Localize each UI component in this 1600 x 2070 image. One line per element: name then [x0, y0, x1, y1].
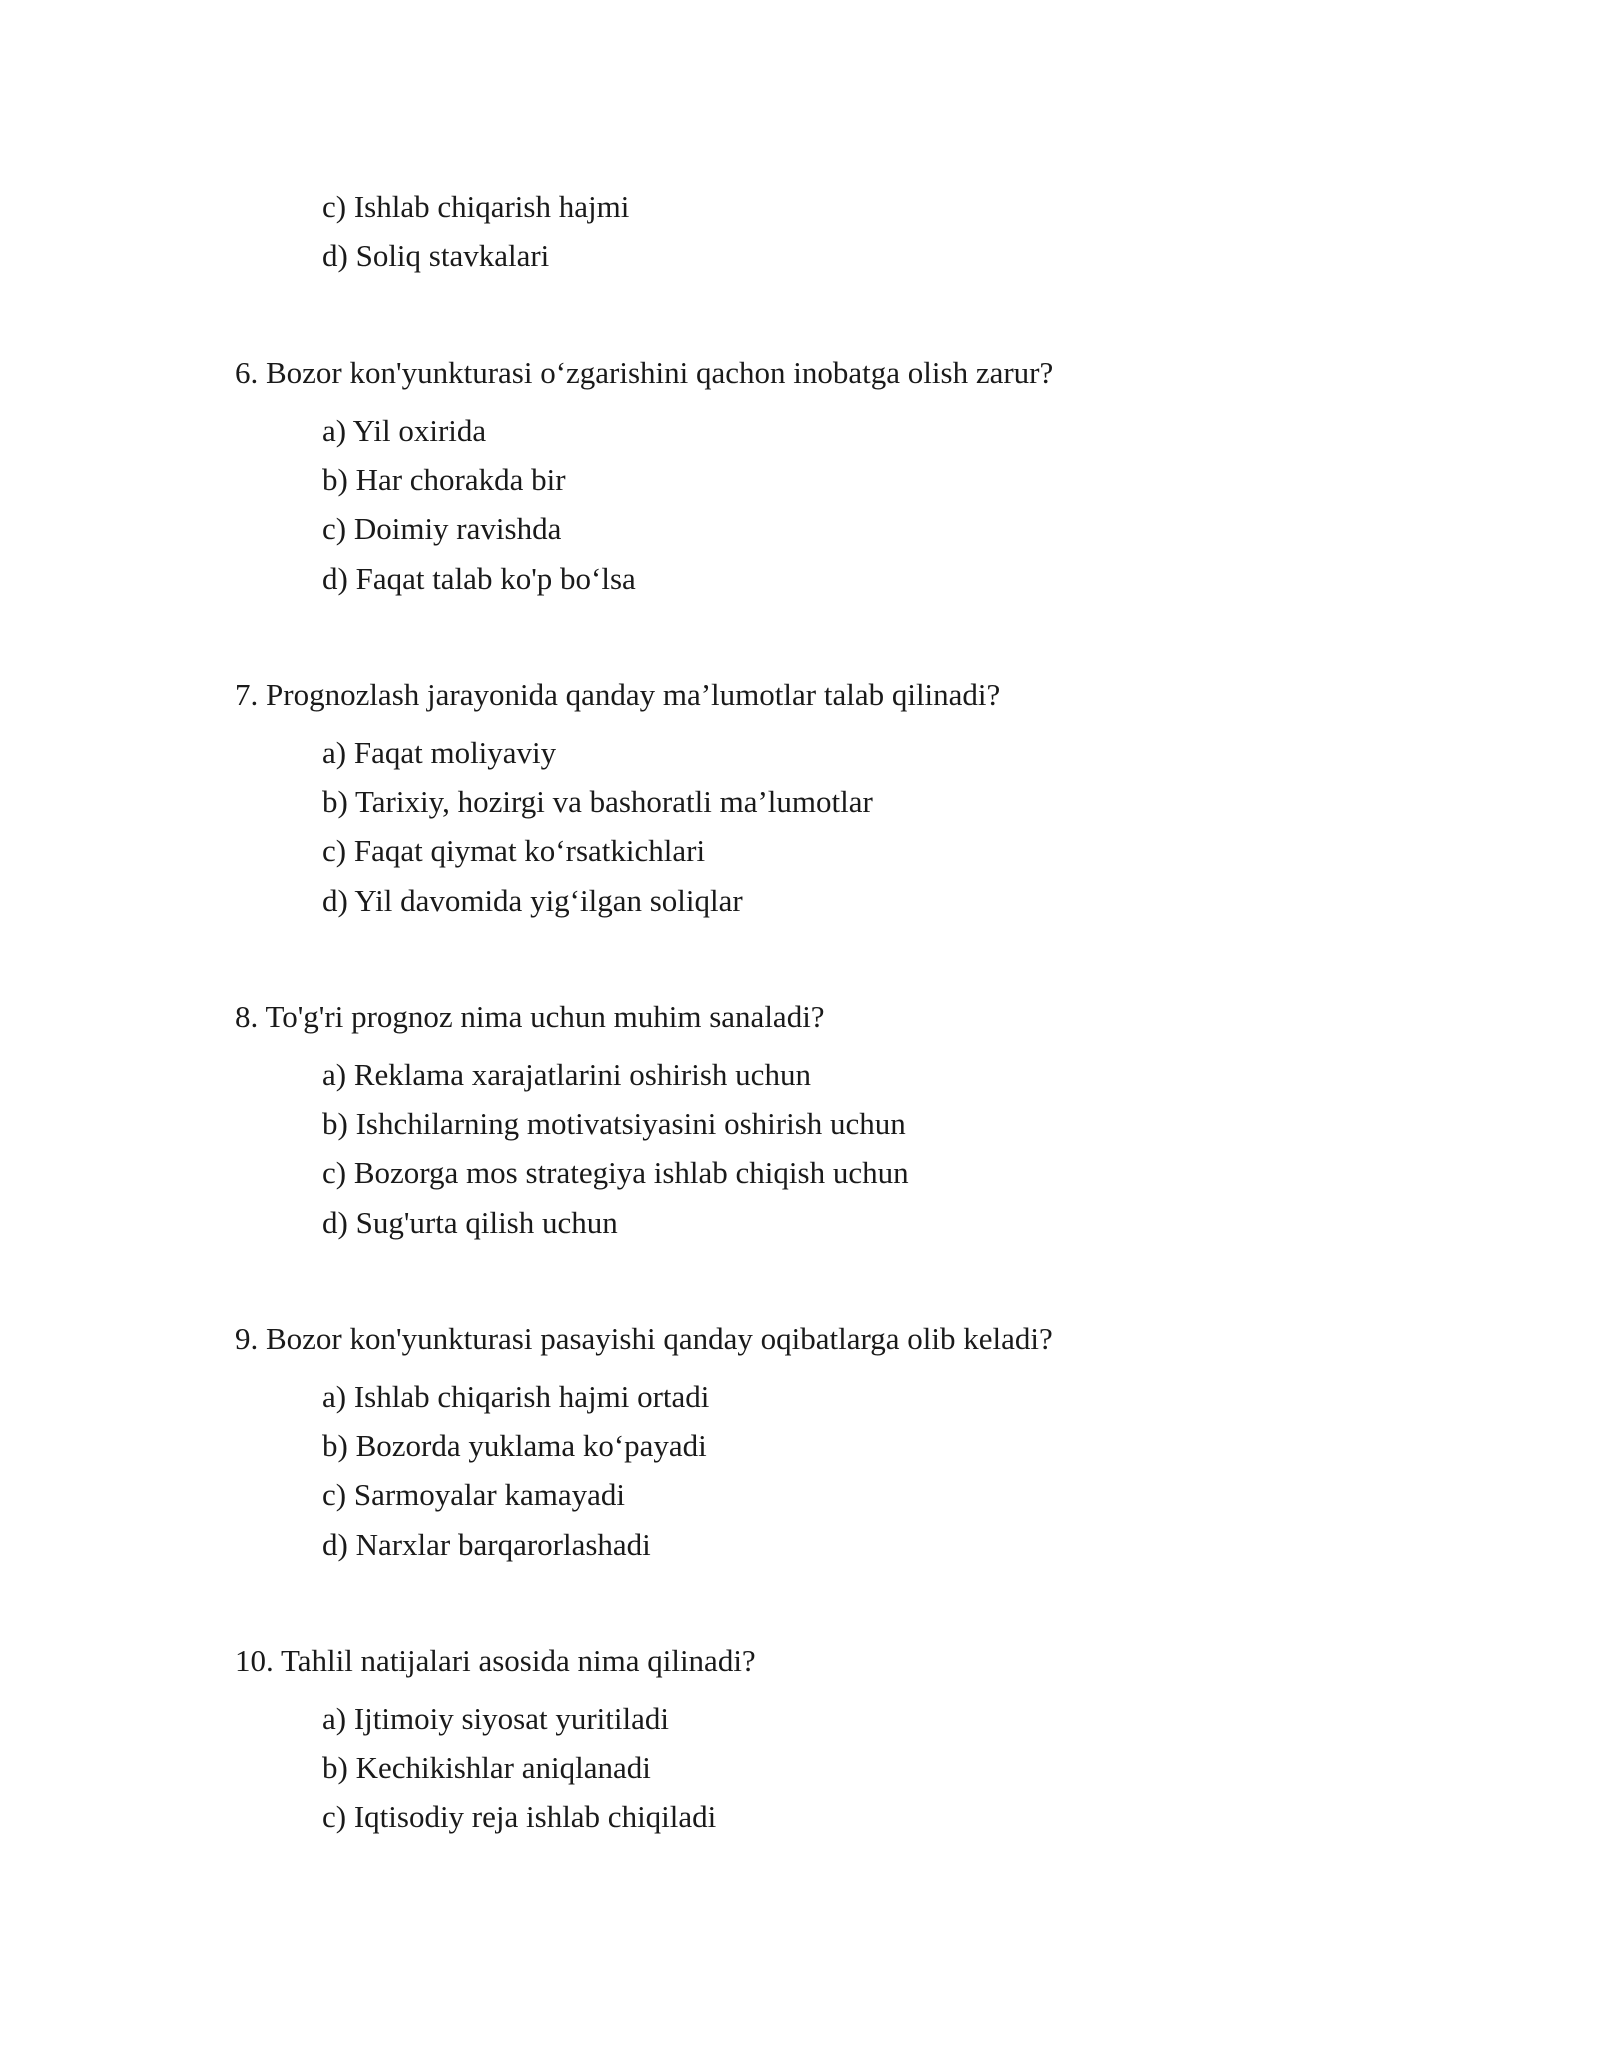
answer-option: c) Faqat qiymat ko‘rsatkichlari [322, 833, 706, 868]
answer-option: d) Sug'urta qilish uchun [322, 1205, 618, 1240]
answer-option: c) Sarmoyalar kamayadi [322, 1477, 625, 1512]
question-text: 10. Tahlil natijalari asosida nima qilinadi? [235, 1643, 756, 1678]
answer-option: d) Faqat talab ko'p bo‘lsa [322, 561, 636, 596]
answer-option: a) Ishlab chiqarish hajmi ortadi [322, 1379, 710, 1414]
answer-option: b) Har chorakda bir [322, 462, 566, 497]
answer-option: b) Kechikishlar aniqlanadi [322, 1750, 651, 1785]
answer-option: d) Yil davomida yig‘ilgan soliqlar [322, 883, 743, 918]
question-text: 7. Prognozlash jarayonida qanday ma’lumotlar talab qilinadi? [235, 677, 1001, 712]
answer-option: b) Tarixiy, hozirgi va bashoratli ma’lumotlar [322, 784, 873, 819]
answer-option: d) Soliq stavkalari [322, 238, 550, 273]
answer-option: a) Yil oxirida [322, 413, 487, 448]
answer-option: b) Ishchilarning motivatsiyasini oshirish uchun [322, 1106, 906, 1141]
question-text: 9. Bozor kon'yunkturasi pasayishi qanday oqibatlarga olib keladi? [235, 1321, 1053, 1356]
answer-option: c) Ishlab chiqarish hajmi [322, 189, 630, 224]
answer-option: a) Faqat moliyaviy [322, 735, 557, 770]
answer-option: c) Bozorga mos strategiya ishlab chiqish uchun [322, 1155, 909, 1190]
answer-option: c) Doimiy ravishda [322, 511, 562, 546]
answer-option: a) Ijtimoiy siyosat yuritiladi [322, 1701, 669, 1736]
answer-option: b) Bozorda yuklama ko‘payadi [322, 1428, 707, 1463]
question-text: 8. To'g'ri prognoz nima uchun muhim sanaladi? [235, 999, 825, 1034]
question-text: 6. Bozor kon'yunkturasi o‘zgarishini qachon inobatga olish zarur? [235, 355, 1054, 390]
answer-option: a) Reklama xarajatlarini oshirish uchun [322, 1057, 811, 1092]
answer-option: d) Narxlar barqarorlashadi [322, 1527, 651, 1562]
answer-option: c) Iqtisodiy reja ishlab chiqiladi [322, 1799, 717, 1834]
